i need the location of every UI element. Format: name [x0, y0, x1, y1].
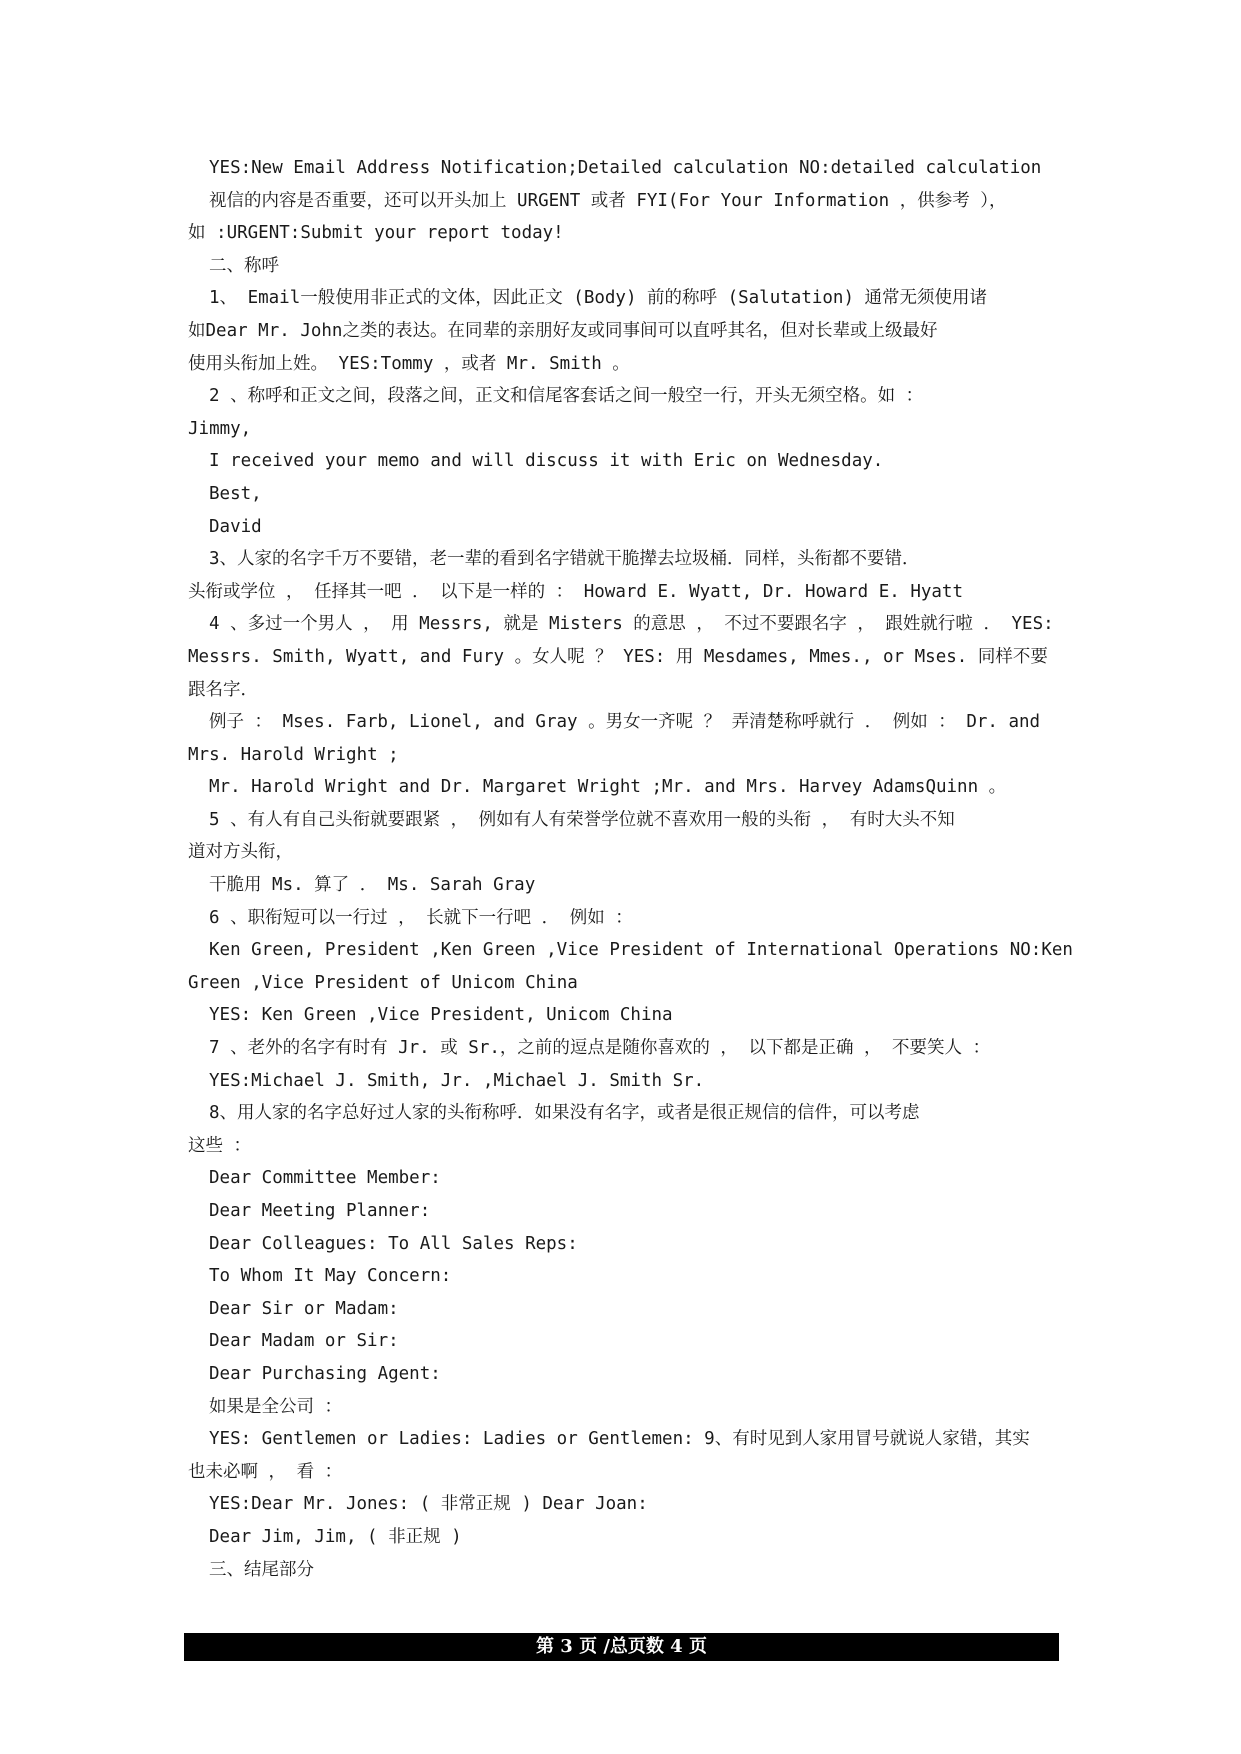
- text-line: Dear Colleagues: To All Sales Reps:: [209, 1233, 578, 1254]
- text-line: 这些 ：: [188, 1135, 252, 1156]
- text-line: Jimmy,: [188, 418, 252, 439]
- text-line: 2 、称呼和正文之间，段落之间，正文和信尾客套话之间一般空一行，开头无须空格。如 ：: [209, 386, 924, 407]
- text-line: To Whom It May Concern:: [209, 1266, 452, 1287]
- text-line: Ken Green, President ,Ken Green ,Vice President of International Operations NO:Ken: [209, 940, 1073, 961]
- page-footer: [184, 1633, 1059, 1661]
- text-line: Messrs. Smith, Wyatt, and Fury 。女人呢 ？ YES: 用 Mesdames, Mmes., or Mses. 同样不要: [188, 646, 1048, 667]
- text-line: Dear Meeting Planner:: [209, 1201, 431, 1221]
- text-line: Dear Sir or Madam:: [209, 1298, 399, 1319]
- text-line: 跟名字．: [188, 679, 258, 700]
- text-line: Best,: [209, 483, 262, 504]
- text-line: 干脆用 Ms. 算了 ． Ms. Sarah Gray: [209, 875, 536, 896]
- text-line: Dear Committee Member:: [209, 1168, 441, 1189]
- text-line: YES:Michael J. Smith, Jr. ,Michael J. Smith Sr.: [209, 1070, 705, 1091]
- text-line: David: [209, 516, 262, 537]
- text-line: 如 :URGENT:Submit your report today!: [188, 223, 564, 244]
- text-line: 头衔或学位 ， 任择其一吧 ． 以下是一样的 ： Howard E. Wyatt, Dr. Howard E. Hyatt: [188, 581, 964, 602]
- document-body: [188, 152, 1118, 1586]
- text-line: 8、用人家的名字总好过人家的头衔称呼．如果没有名字，或者是很正规信的信件，可以考虑: [209, 1103, 920, 1124]
- text-line: 6 、职衔短可以一行过 ， 长就下一行吧 ． 例如 ：: [209, 907, 633, 928]
- text-line: 例子 ： Mses. Farb, Lionel, and Gray 。男女一齐呢 ？ 弄清楚称呼就行 ． 例如 ： Dr. and: [209, 712, 1041, 733]
- text-line: Dear Purchasing Agent:: [209, 1363, 441, 1384]
- text-line: 4 、多过一个男人 ， 用 Messrs, 就是 Misters 的意思 ， 不过不要跟名字 ， 跟姓就行啦 ． YES:: [209, 614, 1054, 635]
- text-line: 三、结尾部分: [209, 1559, 314, 1580]
- text-line: 3、人家的名字千万不要错，老一辈的看到名字错就干脆撵去垃圾桶．同样，头衔都不要错．: [209, 549, 920, 570]
- text-line: YES: Ken Green ,Vice President, Unicom China: [209, 1005, 673, 1026]
- text-line: 如果是全公司 ：: [209, 1396, 343, 1417]
- text-line: 5 、有人有自己头衔就要跟紧 ， 例如有人有荣誉学位就不喜欢用一般的头衔 ， 有时大头不知: [209, 809, 955, 830]
- text-line: 使用头衔加上姓。 YES:Tommy ，或者 Mr. Smith 。: [188, 353, 630, 374]
- text-line: 道对方头衔，: [188, 842, 293, 863]
- text-line: Green ,Vice President of Unicom China: [188, 972, 578, 993]
- text-line: YES:Dear Mr. Jones: ( 非常正规 ) Dear Joan:: [209, 1494, 648, 1515]
- text-line: 1、 Email一般使用非正式的文体，因此正文 (Body) 前的称呼 (Salutation) 通常无须使用诸: [209, 288, 988, 309]
- text-line: 也未必啊 ， 看 ：: [188, 1461, 343, 1482]
- text-line: YES:New Email Address Notification;Detailed calculation NO:detailed calculation: [209, 158, 1042, 178]
- page-number-text: 第 3 页 /总页数 4 页: [536, 1636, 707, 1657]
- text-line: 如Dear Mr. John之类的表达。在同辈的亲朋好友或同事间可以直呼其名，但对长辈或上级最好: [188, 320, 938, 341]
- text-line: I received your memo and will discuss it with Eric on Wednesday.: [209, 451, 884, 472]
- text-line: Dear Madam or Sir:: [209, 1331, 399, 1352]
- text-line: 视信的内容是否重要，还可以开头加上 URGENT 或者 FYI(For Your Information ，供参考 ），: [209, 190, 1007, 211]
- text-line: YES: Gentlemen or Ladies: Ladies or Gentlemen: 9、有时见到人家用冒号就说人家错，其实: [209, 1429, 1030, 1450]
- text-line: Mrs. Harold Wright ;: [188, 744, 399, 765]
- text-line: 7 、老外的名字有时有 Jr. 或 Sr.，之前的逗点是随你喜欢的 ， 以下都是正确 ， 不要笑人 ：: [209, 1038, 991, 1059]
- text-line: Mr. Harold Wright and Dr. Margaret Wright ;Mr. and Mrs. Harvey AdamsQuinn 。: [209, 777, 1007, 798]
- text-line: Dear Jim, Jim, ( 非正规 ): [209, 1526, 462, 1547]
- text-line: 二、称呼: [209, 255, 279, 276]
